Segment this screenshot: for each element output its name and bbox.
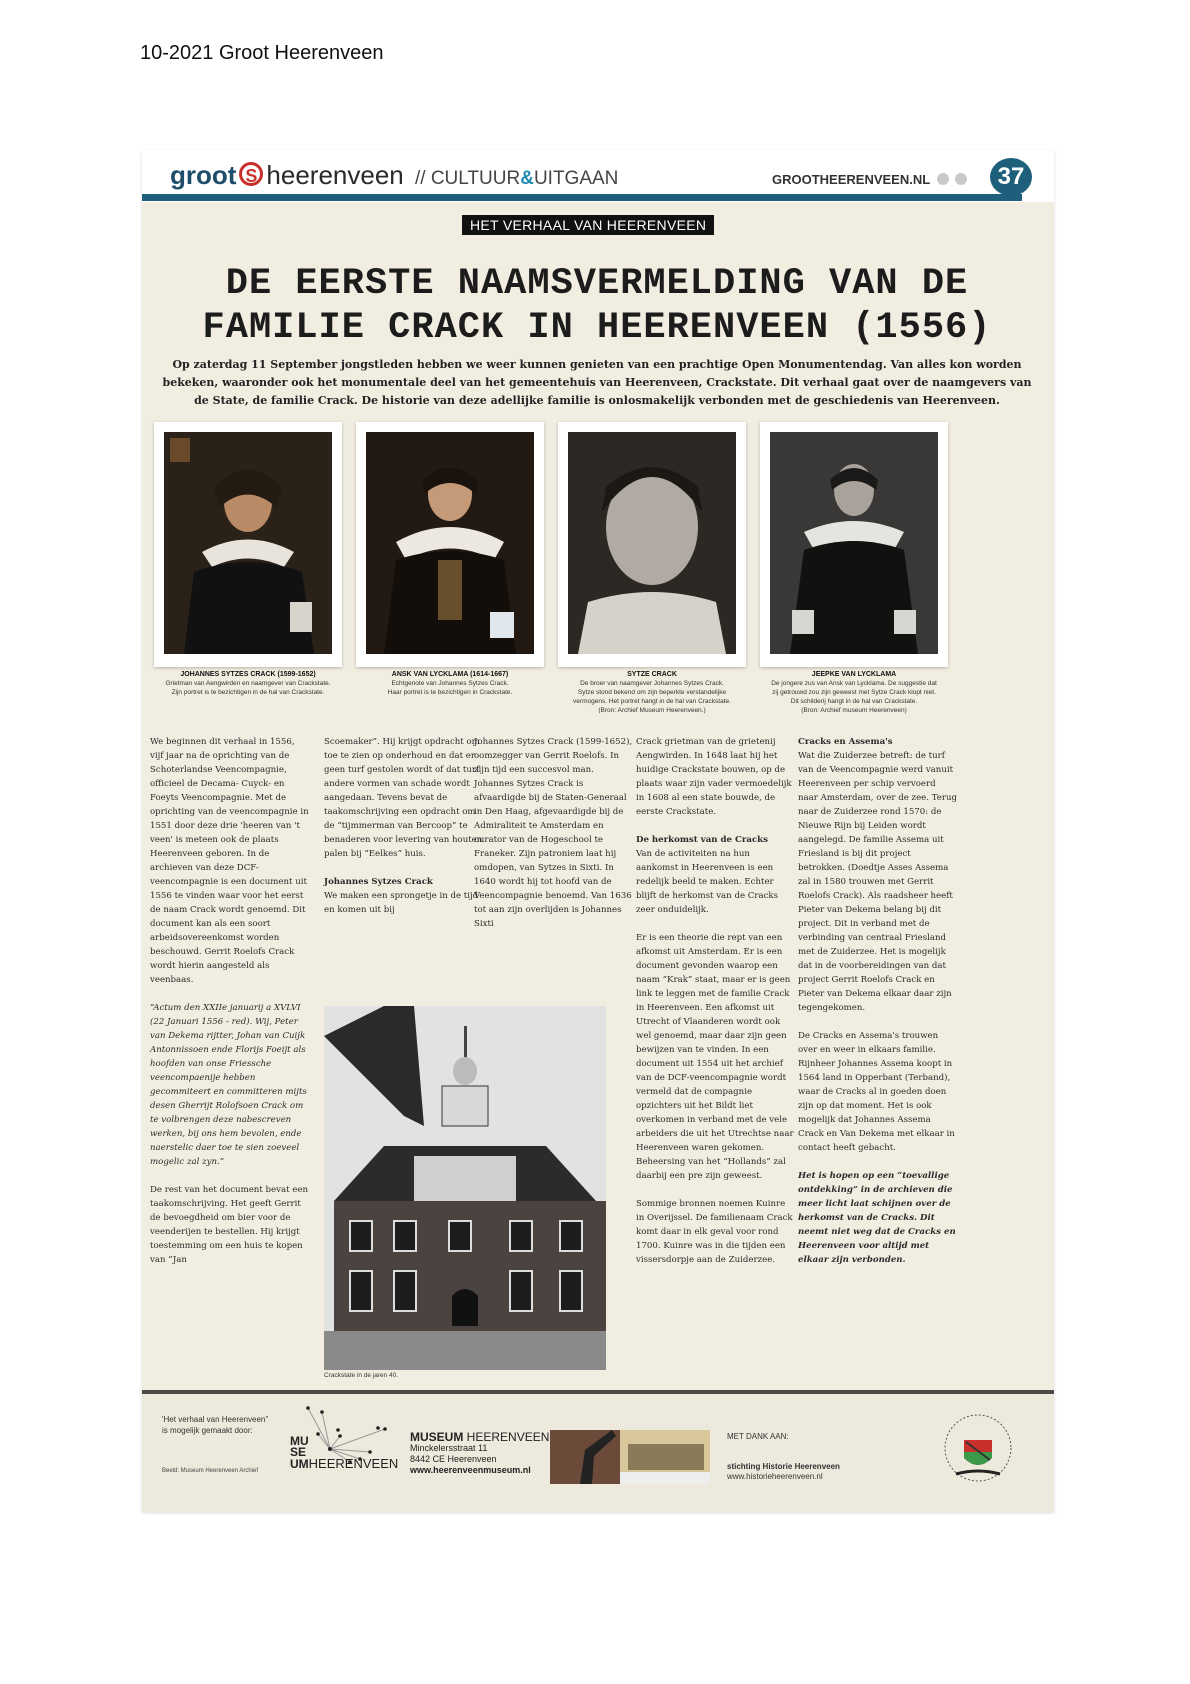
museum-address xyxy=(410,1432,549,1476)
subheading: Johannes Sytzes Crack xyxy=(324,877,433,887)
museum-title-bold: MUSEUM xyxy=(410,1430,464,1444)
caption-line: Echtgenote van Johannes Sytzes Crack. xyxy=(391,680,509,687)
portrait-image-jeepke xyxy=(770,432,938,654)
paragraph: Johannes Sytzes Crack (1599-1652), oomzegger van Gerrit Roelofs. In zijn tijd een succesvol man. Johannes Sytzes Crack is afvaardigde bij de Staten-Generaal in Den Haag, afgevaardigde bij de Admiraliteit te Amsterdam en curator van de Hogeschool te Franeker. Zijn patroniem laat hij omdopen, van Sytzes in Sixti. In 1640 wordt hij tot hoofd van de Veencompagnie benoemd. Van 1636 tot aan zijn overlijden is Johannes Sixti xyxy=(474,737,633,929)
caption-line: vermogens. Het portret hangt in de hal van Crackstate. xyxy=(573,698,731,705)
museum-street: Minckelersstraat 11 xyxy=(410,1443,488,1453)
section-label xyxy=(415,168,618,189)
wordmark-heerenveen: HEERENVEEN xyxy=(308,1456,399,1471)
paragraph: Sommige bronnen noemen Kuinre in Overijssel. De familienaam Crack komt daar in elk geval voor rond 1700. Kuinre was in die tijden een vissersdorpje aan de Zuiderzee. xyxy=(636,1199,793,1265)
caption-line: (Bron: Archief museum Heerenveen) xyxy=(801,707,907,714)
headline-line-2: FAMILIE CRACK IN HEERENVEEN (1556) xyxy=(202,307,992,349)
document-header: 10-2021 Groot Heerenveen xyxy=(140,42,384,64)
logo-groot: groot xyxy=(170,160,237,190)
subheading: De herkomst van de Cracks xyxy=(636,835,768,845)
wordmark-line: UM xyxy=(290,1457,309,1471)
portrait-jeepke xyxy=(760,422,948,667)
article-column-4 xyxy=(636,735,794,1281)
crackstate-photo xyxy=(324,1006,606,1370)
museum-wordmark xyxy=(290,1436,398,1470)
wordmark-line: SE xyxy=(290,1445,307,1459)
caption-title: SYTZE CRACK xyxy=(627,671,677,678)
page-number: 37 xyxy=(990,158,1032,196)
article-column-3 xyxy=(474,735,634,945)
magazine-page xyxy=(142,150,1054,1512)
photo-caption: Crackstate in de jaren 40. xyxy=(324,1372,399,1379)
paragraph: Crack grietman van de grietenij Aengwirden. In 1648 laat hij het huidige Crackstate bouwen, op de plaats waar zijn vader vermoedelijk in 1608 al een state bouwde, de eerste Crackstate. xyxy=(636,737,792,817)
facebook-icon xyxy=(937,173,949,185)
historie-heerenveen-crest-icon xyxy=(942,1412,1014,1484)
caption-line: zij getrouwd zou zijn geweest met Sytze Crack klopt niet. xyxy=(772,689,936,696)
thanks-url[interactable]: www.historieheerenveen.nl xyxy=(727,1472,823,1481)
caption-title: JOHANNES SYTZES CRACK (1599-1652) xyxy=(180,671,316,678)
museum-url[interactable]: www.heerenveenmuseum.nl xyxy=(410,1465,531,1475)
article-column-5 xyxy=(798,735,958,1281)
caption-line: Zijn portret is te bezichtigen in de hal van Crackstate. xyxy=(171,689,325,696)
sponsor-footer xyxy=(142,1394,1054,1512)
paragraph: De rest van het document bevat een taakomschrijving. Het geeft Gerrit de bevoegdheid om bier voor de veenderijen te bestellen. Hij krijgt toestemming om een huis te kopen van “Jan xyxy=(150,1185,308,1265)
site-url xyxy=(772,172,967,187)
museum-building-thumbnail xyxy=(550,1430,710,1484)
masthead xyxy=(142,150,1054,202)
paragraph: Van de activiteiten na hun aankomst in Heerenveen is een redelijk beeld te maken. Echter blijft de herkomst van de Cracks zeer onduidelijk. xyxy=(636,849,779,915)
masthead-rule xyxy=(142,194,1022,201)
closing-paragraph: Het is hopen op een “toevallige ontdekking” in de archieven die meer licht laat schijnen over de herkomst van de Cracks. Dit neemt niet weg dat de Cracks en Heerenveen voor altijd met elkaar zijn verbonden. xyxy=(798,1171,956,1265)
portrait-caption-ansk xyxy=(350,670,550,697)
headline xyxy=(162,262,1032,350)
quote-paragraph: “Actum den XXIIe januarij a XVLVI (22 Januari 1556 - red). Wij, Peter van Dekema rijtter, Johan van Cuijk Antonnissoen ende Florijs Foeijt als hoofden van onse Friessche veencompaenije hebben gecommiteert en committeren mijts desen Gherrijt Rolofsoen Crack om te volbrengen deze nabescreven werken, bij ons hem bevolen, ende naerstelic daer toe te sien zoeveel mogelic zal zyn.” xyxy=(150,1003,307,1167)
logo-heerenveen: heerenveen xyxy=(266,160,404,190)
portrait-caption-johannes xyxy=(148,670,348,697)
subheading: Cracks en Assema's xyxy=(798,737,893,747)
instagram-icon xyxy=(955,173,967,185)
portrait-image-man xyxy=(164,432,332,654)
thanks-label: MET DANK AAN: xyxy=(727,1432,789,1441)
museum-title-rest: HEERENVEEN xyxy=(463,1430,550,1444)
lede-paragraph: Op zaterdag 11 September jongstleden hebben we weer kunnen genieten van een prachtige Open Monumentendag. Van alles kon worden bekeken, waaronder ook het monumentale deel van het gemeentehuis van Heerenveen, Crackstate. Dit verhaal gaat over de naamgevers van de State, de familie Crack. De historie van deze adellijke familie is onlosmakelijk verbonden met de geschiedenis van Heerenveen. xyxy=(162,358,1032,407)
caption-line: (Bron: Archief Museum Heerenveen.) xyxy=(598,707,706,714)
paragraph: Er is een theorie die rept van een afkomst uit Amsterdam. Er is een document gevonden waarop een naam “Krak” staat, maar er is geen link te leggen met de familie Crack in Heerenveen. Een afkomst uit Utrecht of Vlaanderen wordt ook wel genoemd, maar daar zijn geen bewijzen van te vinden. In een document uit 1554 uit het archief van de DCF-veencompagnie wordt vermeld dat de compagnie opzichters uit het Bildt liet overkomen in verband met de vele arbeiders die uit het Utrechtse naar Heerenveen waren gekomen. Beheersing van het “Hollands” zal daarbij een pre zijn geweest. xyxy=(636,933,794,1181)
portrait-caption-sytze xyxy=(552,670,752,715)
caption-line: Grietman van Aengwirden en naamgever van Crackstate. xyxy=(165,680,331,687)
caption-line: Dit schilderij hangt in de hal van Crackstate. xyxy=(790,698,918,705)
thanks-organisation: stichting Historie Heerenveen xyxy=(727,1462,840,1471)
publication-logo xyxy=(170,160,618,191)
paragraph: Scoemaker”. Hij krijgt opdracht om toe te zien op onderhoud en dat er geen turf gestolen wordt of dat turf andere vormen van schade wordt aangedaan. Tevens bevat de taakomschrijving een opdracht om de “tijmmerman van Bercoop” te benaderen voor levering van houten palen bij “Eelkes” huis. xyxy=(324,737,483,859)
caption-line: Haar portret is te bezichtigen in Crackstate. xyxy=(387,689,513,696)
site-label: GROOTHEERENVEEN.NL xyxy=(772,172,930,187)
article-column-2 xyxy=(324,735,484,931)
portrait-image-sytze xyxy=(568,432,736,654)
paragraph: De Cracks en Assema's trouwen over en weer in elkaars familie. Rijnheer Johannes Assema koopt in 1564 land in Opperbant (Terband), waar de Cracks al in goeden doen zijn op dat moment. Het is ook mogelijk dat Johannes Assema Crack en Van Dekema met elkaar in contact heeft gebacht. xyxy=(798,1031,955,1153)
section-suffix: UITGAAN xyxy=(533,168,619,189)
image-credit: Beeld: Museum Heerenveen Archief xyxy=(162,1468,259,1474)
portrait-caption-jeepke xyxy=(754,670,954,715)
museum-city: 8442 CE Heerenveen xyxy=(410,1454,497,1464)
portrait-image-woman xyxy=(366,432,534,654)
headline-line-1: DE EERSTE NAAMSVERMELDING VAN DE xyxy=(225,263,969,305)
portrait-ansk xyxy=(356,422,544,667)
wordmark-line: MU xyxy=(290,1434,309,1448)
section-amp: & xyxy=(520,168,534,189)
caption-title: JEEPKE VAN LYCKLAMA xyxy=(811,671,897,678)
portrait-johannes xyxy=(154,422,342,667)
thanks-block xyxy=(727,1432,840,1482)
kicker-label: HET VERHAAL VAN HEERENVEEN xyxy=(462,215,714,235)
paragraph: We beginnen dit verhaal in 1556, vijf jaar na de oprichting van de Schoterlandse Veencompagnie, officieel de Decama- Cuyck- en Foeyts Veencompagnie. Met de oprichting van de veencompagnie in 1551 door deze drie 'heeren van 't veen' is meteen ook de plaats Heerenveen geboren. In de archieven van deze DCF-veencompagnie is een document uit 1556 te vinden waar voor het eerst de naam Crack wordt genoemd. Dit document kan als een soort arbeidsovereenkomst worden beschouwd. Gerrit Roelofs Crack wordt hierin aangesteld als veenbaas. xyxy=(150,737,309,985)
caption-line: De jongere zus van Ansk van Lycklama. De suggestie dat xyxy=(771,680,937,687)
paragraph: We maken een sprongetje in de tijd en komen uit bij xyxy=(324,891,479,915)
caption-line: Sytze stond bekend om zijn beperkte verstandelijke xyxy=(577,689,727,696)
made-possible-text: 'Het verhaal van Heerenveen” is mogelijk gemaakt door: xyxy=(162,1415,269,1435)
crackstate-building-image xyxy=(324,1006,606,1370)
paragraph: Wat die Zuiderzee betreft: de turf van de Veencompagnie werd vanuit Heerenveen per schip vervoerd naar Amsterdam, over de zee. Terug naar de Zuiderzee rond 1570: de Nieuwe Rijn bij Leiden wordt aangelegd. De familie Assema uit Friesland is bij dit project betrokken. (Doedtje Asses Assema zal in 1580 trouwen met Gerrit Roelofs Crack). Als raadsheer heeft Pieter van Dekema belang bij dit project. Dit in verband met de verbinding van centraal Friesland met de Zuiderzee. Het is mogelijk dat in de voorbereidingen van dat project Gerrit Roelofs Crack en Pieter van Dekema elkaar daar zijn tegengekomen. xyxy=(798,751,958,1013)
portrait-sytze xyxy=(558,422,746,667)
section-prefix: // CULTUUR xyxy=(415,168,521,189)
caption-line: De broer van naamgever Johannes Sytzes Crack. xyxy=(580,680,724,687)
caption-title: ANSK VAN LYCKLAMA (1614-1667) xyxy=(391,671,509,678)
article-column-1 xyxy=(150,735,310,1281)
s-logo-icon: S xyxy=(239,162,263,186)
